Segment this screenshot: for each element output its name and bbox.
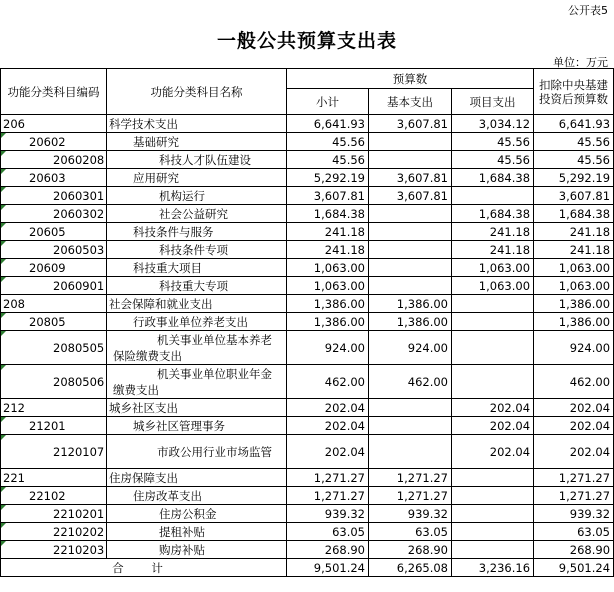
after-cell: 6,641.93	[534, 115, 614, 133]
basic-cell	[369, 133, 452, 151]
name-cell: 住房公积金	[107, 505, 287, 523]
project-cell	[452, 505, 534, 523]
after-cell: 45.56	[534, 151, 614, 169]
after-cell: 1,063.00	[534, 277, 614, 295]
subtotal-cell: 5,292.19	[287, 169, 369, 187]
name-cell: 城乡社区管理事务	[107, 417, 287, 435]
table-row	[1, 115, 614, 133]
subtotal-cell: 45.56	[287, 133, 369, 151]
subtotal-cell: 202.04	[287, 399, 369, 417]
code-cell: 2060208	[1, 151, 107, 169]
header-after-deduction: 扣除中央基建投资后预算数	[534, 69, 614, 115]
project-cell: 3,034.12	[452, 115, 534, 133]
code-cell: 21201	[1, 417, 107, 435]
after-cell: 3,607.81	[534, 187, 614, 205]
page-title: 一般公共预算支出表	[216, 30, 397, 52]
after-cell: 45.56	[534, 133, 614, 151]
code-cell: 20602	[1, 133, 107, 151]
basic-cell	[369, 151, 452, 169]
after-cell: 1,684.38	[534, 205, 614, 223]
subtotal-cell: 1,063.00	[287, 277, 369, 295]
name-cell: 社会公益研究	[107, 205, 287, 223]
table-row	[1, 487, 614, 505]
after-cell: 1,063.00	[534, 259, 614, 277]
basic-cell: 63.05	[369, 523, 452, 541]
total-project: 3,236.16	[452, 559, 534, 577]
name-cell: 科技重大专项	[107, 277, 287, 295]
after-cell: 202.04	[534, 417, 614, 435]
table-row	[1, 313, 614, 331]
project-cell	[452, 523, 534, 541]
project-cell: 202.04	[452, 399, 534, 417]
code-cell: 2210201	[1, 505, 107, 523]
code-cell: 2080506	[1, 365, 107, 399]
total-after: 9,501.24	[534, 559, 614, 577]
basic-cell: 3,607.81	[369, 187, 452, 205]
table-row	[1, 365, 614, 399]
subtotal-cell: 241.18	[287, 241, 369, 259]
name-cell: 城乡社区支出	[107, 399, 287, 417]
subtotal-cell: 1,684.38	[287, 205, 369, 223]
basic-cell	[369, 435, 452, 469]
name-cell: 住房保障支出	[107, 469, 287, 487]
code-cell: 208	[1, 295, 107, 313]
project-cell	[452, 469, 534, 487]
after-cell: 1,271.27	[534, 487, 614, 505]
table-body	[1, 115, 614, 559]
total-basic: 6,265.08	[369, 559, 452, 577]
code-cell: 212	[1, 399, 107, 417]
subtotal-cell: 1,271.27	[287, 487, 369, 505]
after-cell: 241.18	[534, 223, 614, 241]
code-cell: 2080505	[1, 331, 107, 365]
subtotal-cell: 3,607.81	[287, 187, 369, 205]
basic-cell: 1,271.27	[369, 487, 452, 505]
code-cell: 20603	[1, 169, 107, 187]
after-cell: 1,271.27	[534, 469, 614, 487]
name-cell: 科技重大项目	[107, 259, 287, 277]
after-cell: 924.00	[534, 331, 614, 365]
code-cell: 2120107	[1, 435, 107, 469]
code-cell: 20609	[1, 259, 107, 277]
basic-cell	[369, 223, 452, 241]
project-cell	[452, 365, 534, 399]
subtotal-cell: 202.04	[287, 417, 369, 435]
project-cell: 45.56	[452, 133, 534, 151]
table-row	[1, 241, 614, 259]
table-row	[1, 223, 614, 241]
table-row	[1, 523, 614, 541]
code-cell: 2060301	[1, 187, 107, 205]
code-cell: 221	[1, 469, 107, 487]
after-cell: 1,386.00	[534, 295, 614, 313]
name-cell: 科技条件专项	[107, 241, 287, 259]
subtotal-cell: 1,271.27	[287, 469, 369, 487]
subtotal-cell: 268.90	[287, 541, 369, 559]
table-row	[1, 331, 614, 365]
basic-cell: 1,386.00	[369, 295, 452, 313]
code-cell: 2210203	[1, 541, 107, 559]
project-cell: 1,063.00	[452, 277, 534, 295]
table-row	[1, 259, 614, 277]
subtotal-cell: 1,386.00	[287, 313, 369, 331]
after-cell: 202.04	[534, 399, 614, 417]
table-row	[1, 133, 614, 151]
total-subtotal: 9,501.24	[287, 559, 369, 577]
name-cell: 科技条件与服务	[107, 223, 287, 241]
name-cell: 住房改革支出	[107, 487, 287, 505]
name-cell: 机关事业单位职业年金缴费支出	[107, 365, 287, 399]
after-cell: 268.90	[534, 541, 614, 559]
header-name: 功能分类科目名称	[107, 69, 287, 115]
name-cell: 应用研究	[107, 169, 287, 187]
project-cell: 1,063.00	[452, 259, 534, 277]
project-cell	[452, 295, 534, 313]
project-cell: 202.04	[452, 417, 534, 435]
project-cell: 1,684.38	[452, 169, 534, 187]
after-cell: 202.04	[534, 435, 614, 469]
header-project: 项目支出	[452, 89, 534, 115]
name-cell: 机构运行	[107, 187, 287, 205]
table-row	[1, 541, 614, 559]
code-cell: 20605	[1, 223, 107, 241]
after-cell: 5,292.19	[534, 169, 614, 187]
project-cell: 241.18	[452, 223, 534, 241]
name-cell: 机关事业单位基本养老保险缴费支出	[107, 331, 287, 365]
total-label: 合 计	[1, 559, 287, 577]
subtotal-cell: 924.00	[287, 331, 369, 365]
code-cell: 2060901	[1, 277, 107, 295]
table-row	[1, 435, 614, 469]
basic-cell: 3,607.81	[369, 169, 452, 187]
subtotal-cell: 939.32	[287, 505, 369, 523]
after-cell: 241.18	[534, 241, 614, 259]
table-row	[1, 151, 614, 169]
project-cell	[452, 313, 534, 331]
code-cell: 2060503	[1, 241, 107, 259]
basic-cell: 268.90	[369, 541, 452, 559]
code-cell: 2060302	[1, 205, 107, 223]
basic-cell	[369, 399, 452, 417]
basic-cell	[369, 259, 452, 277]
name-cell: 科学技术支出	[107, 115, 287, 133]
table-row	[1, 295, 614, 313]
name-cell: 科技人才队伍建设	[107, 151, 287, 169]
name-cell: 社会保障和就业支出	[107, 295, 287, 313]
subtotal-cell: 6,641.93	[287, 115, 369, 133]
basic-cell: 462.00	[369, 365, 452, 399]
after-cell: 63.05	[534, 523, 614, 541]
project-cell: 1,684.38	[452, 205, 534, 223]
basic-cell: 1,386.00	[369, 313, 452, 331]
table-row	[1, 505, 614, 523]
basic-cell	[369, 417, 452, 435]
basic-cell: 939.32	[369, 505, 452, 523]
table-number-label: 公开表5	[568, 4, 608, 17]
name-cell: 市政公用行业市场监管	[107, 435, 287, 469]
basic-cell: 924.00	[369, 331, 452, 365]
table-row	[1, 169, 614, 187]
basic-cell	[369, 277, 452, 295]
project-cell	[452, 187, 534, 205]
table-row	[1, 205, 614, 223]
header-budget-group: 预算数	[287, 69, 534, 89]
basic-cell: 1,271.27	[369, 469, 452, 487]
header-subtotal: 小计	[287, 89, 369, 115]
after-cell: 1,386.00	[534, 313, 614, 331]
subtotal-cell: 1,063.00	[287, 259, 369, 277]
subtotal-cell: 241.18	[287, 223, 369, 241]
name-cell: 行政事业单位养老支出	[107, 313, 287, 331]
subtotal-cell: 1,386.00	[287, 295, 369, 313]
subtotal-cell: 202.04	[287, 435, 369, 469]
header-code: 功能分类科目编码	[1, 69, 107, 115]
total-row	[1, 559, 614, 577]
code-cell: 206	[1, 115, 107, 133]
project-cell: 45.56	[452, 151, 534, 169]
basic-cell: 3,607.81	[369, 115, 452, 133]
code-cell: 20805	[1, 313, 107, 331]
subtotal-cell: 45.56	[287, 151, 369, 169]
project-cell	[452, 487, 534, 505]
basic-cell	[369, 241, 452, 259]
subtotal-cell: 63.05	[287, 523, 369, 541]
after-cell: 939.32	[534, 505, 614, 523]
name-cell: 提租补贴	[107, 523, 287, 541]
project-cell	[452, 331, 534, 365]
table-row	[1, 417, 614, 435]
table-row	[1, 277, 614, 295]
code-cell: 2210202	[1, 523, 107, 541]
code-cell: 22102	[1, 487, 107, 505]
name-cell: 基础研究	[107, 133, 287, 151]
project-cell: 202.04	[452, 435, 534, 469]
project-cell: 241.18	[452, 241, 534, 259]
unit-label: 单位：万元	[553, 56, 608, 69]
after-cell: 462.00	[534, 365, 614, 399]
table-row	[1, 469, 614, 487]
table-row	[1, 399, 614, 417]
name-cell: 购房补贴	[107, 541, 287, 559]
header-basic: 基本支出	[369, 89, 452, 115]
budget-table	[0, 68, 614, 577]
project-cell	[452, 541, 534, 559]
basic-cell	[369, 205, 452, 223]
subtotal-cell: 462.00	[287, 365, 369, 399]
table-row	[1, 187, 614, 205]
